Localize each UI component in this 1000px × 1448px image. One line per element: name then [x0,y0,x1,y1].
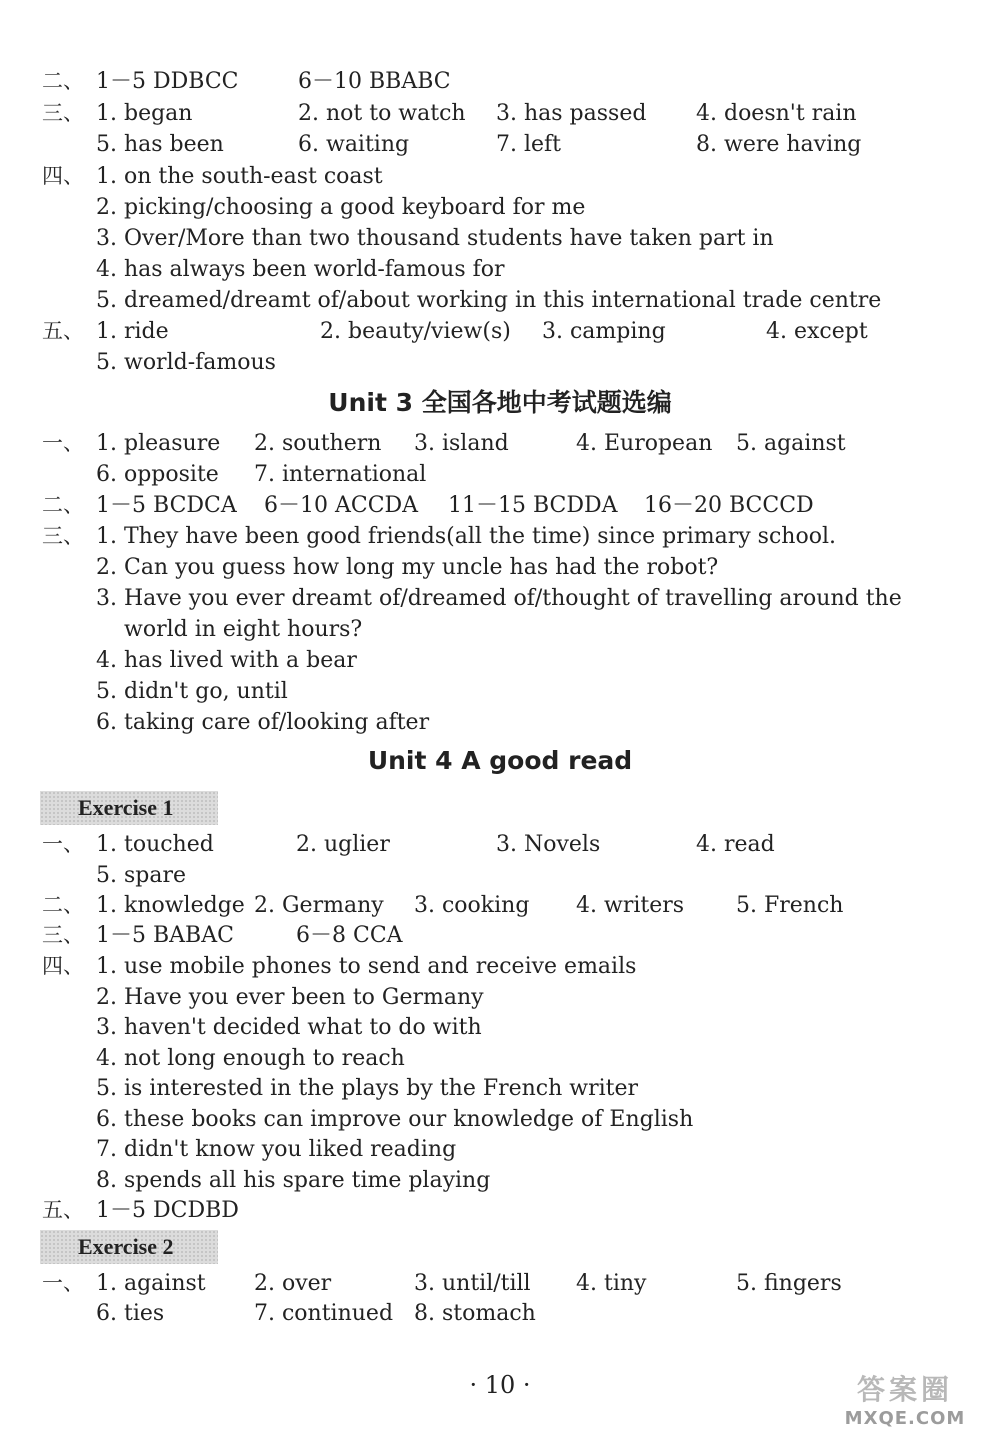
answer-line [0,254,1000,285]
answer-item: 5. French [736,893,844,918]
answer-item: 7. continued [254,1301,394,1326]
answer-item: 3. until/till [414,1271,531,1296]
answer-line [0,583,1000,614]
section-number: 三、 [42,524,84,548]
answer-line [0,490,1000,521]
answer-item: 4. except [766,319,868,344]
answer-item: 6. ties [96,1301,165,1326]
exercise1-label: Exercise 1 [78,795,174,820]
section-number: 二、 [42,893,84,917]
answer-item: 5. fingers [736,1271,842,1296]
answer-line [0,982,1000,1013]
answer-item: 6. waiting [298,132,410,157]
answer-item: 7. left [496,132,562,157]
answer-line [0,676,1000,707]
answer-item: 3. island [414,431,509,456]
answer-item: 1－5 DCDBD [96,1198,239,1223]
answer-line [0,552,1000,583]
answer-item: 6－8 CCA [296,923,403,948]
unit4-title: Unit 4 A good read [367,746,633,775]
answer-line [0,707,1000,738]
answer-item: 5. dreamed/dreamt of/about working in this international trade centre [96,288,882,313]
answer-item: 1－5 DDBCC [96,69,239,94]
watermark-text: 答案圈 [856,1373,953,1406]
section-number: 一、 [42,431,84,455]
answer-line [0,890,1000,921]
section-number: 四、 [42,164,84,188]
answer-item: 8. were having [696,132,862,157]
answer-item: 6. opposite [96,462,219,487]
answer-line [0,614,1000,645]
answer-item: 1. began [96,101,193,126]
answer-item: 4. not long enough to reach [96,1046,405,1071]
answer-line [0,1165,1000,1196]
answer-item: 1. against [96,1271,206,1296]
answer-line [0,1012,1000,1043]
answer-item: 8. spends all his spare time playing [96,1168,491,1193]
watermark-url: MXQE.COM [844,1408,966,1429]
answer-line [0,951,1000,982]
answer-item: 5. has been [96,132,224,157]
watermark-logo [820,1368,990,1438]
answer-item: 1－5 BABAC [96,923,234,948]
answer-item: 5. didn't go, until [96,679,288,704]
answer-item: 4. has lived with a bear [96,648,357,673]
answer-line [0,316,1000,347]
answer-item: 2. beauty/view(s) [320,319,511,344]
answer-item: 5. against [736,431,846,456]
answer-item: 3. has passed [496,101,647,126]
answer-item: 1. knowledge [96,893,245,918]
answer-item: 3. Have you ever dreamt of/dreamed of/thought of travelling around the [96,586,902,611]
answer-item: 1. touched [96,832,214,857]
answer-item: 4. has always been world-famous for [96,257,505,282]
answer-line [0,66,1000,97]
answer-line [0,459,1000,490]
page-number: · 10 · [469,1371,531,1399]
answer-item: 4. European [576,431,713,456]
answer-item: 4. read [696,832,775,857]
answer-line [0,1268,1000,1299]
answer-item: 2. uglier [296,832,390,857]
answer-item: 2. not to watch [298,101,466,126]
answer-line [0,521,1000,552]
section-number: 五、 [42,1198,84,1222]
answer-line [0,1043,1000,1074]
answer-line [0,285,1000,316]
answer-line [0,860,1000,891]
answer-item: world in eight hours? [124,617,363,642]
answer-item: 3. haven't decided what to do with [96,1015,482,1040]
answer-item: 1. They have been good friends(all the time) since primary school. [96,524,836,549]
section-number: 一、 [42,832,84,856]
answer-item: 5. world-famous [96,350,276,375]
answer-line [0,1298,1000,1329]
section-number: 三、 [42,923,84,947]
answer-item: 3. Over/More than two thousand students have taken part in [96,226,774,251]
answer-item: 11－15 BCDDA [448,493,618,518]
section-number: 二、 [42,69,84,93]
answer-item: 6－10 BBABC [298,69,451,94]
answer-item: 6. these books can improve our knowledge of English [96,1107,694,1132]
answer-item: 1. ride [96,319,169,344]
answer-item: 2. over [254,1271,332,1296]
answer-item: 1. on the south-east coast [96,164,383,189]
answer-item: 1. use mobile phones to send and receive emails [96,954,637,979]
answer-item: 3. cooking [414,893,530,918]
answer-item: 2. Germany [254,893,384,918]
answer-line [0,428,1000,459]
answer-line [0,129,1000,160]
answer-item: 7. didn't know you liked reading [96,1137,457,1162]
answer-item: 6－10 ACCDA [264,493,419,518]
answer-item: 1－5 BCDCA [96,493,237,518]
answer-item: 8. stomach [414,1301,536,1326]
answer-item: 4. doesn't rain [696,101,857,126]
answer-item: 7. international [254,462,427,487]
answer-line [0,1073,1000,1104]
answer-line [0,347,1000,378]
answer-line [0,161,1000,192]
section-number: 一、 [42,1271,84,1295]
section-number: 三、 [42,101,84,125]
section-number: 四、 [42,954,84,978]
answer-item: 16－20 BCCCD [644,493,814,518]
answer-line [0,1104,1000,1135]
answer-item: 1. pleasure [96,431,221,456]
answer-item: 3. camping [542,319,666,344]
answer-item: 2. southern [254,431,382,456]
section-number: 二、 [42,493,84,517]
answer-line [0,1195,1000,1226]
answer-line [0,223,1000,254]
answer-line [0,829,1000,860]
answer-item: 2. Can you guess how long my uncle has had the robot? [96,555,719,580]
exercise2-label: Exercise 2 [78,1234,174,1259]
answer-line [0,645,1000,676]
answer-line [0,98,1000,129]
answer-item: 4. tiny [576,1271,647,1296]
unit3-title: Unit 3 全国各地中考试题选编 [328,388,672,417]
section-number: 五、 [42,319,84,343]
answer-item: 6. taking care of/looking after [96,710,430,735]
answer-item: 5. spare [96,863,187,888]
answer-item: 2. picking/choosing a good keyboard for me [96,195,586,220]
answer-line [0,1134,1000,1165]
answer-item: 4. writers [576,893,685,918]
answer-line [0,192,1000,223]
answer-line [0,920,1000,951]
answer-item: 3. Novels [496,832,601,857]
answer-item: 2. Have you ever been to Germany [96,985,484,1010]
answer-item: 5. is interested in the plays by the French writer [96,1076,639,1101]
